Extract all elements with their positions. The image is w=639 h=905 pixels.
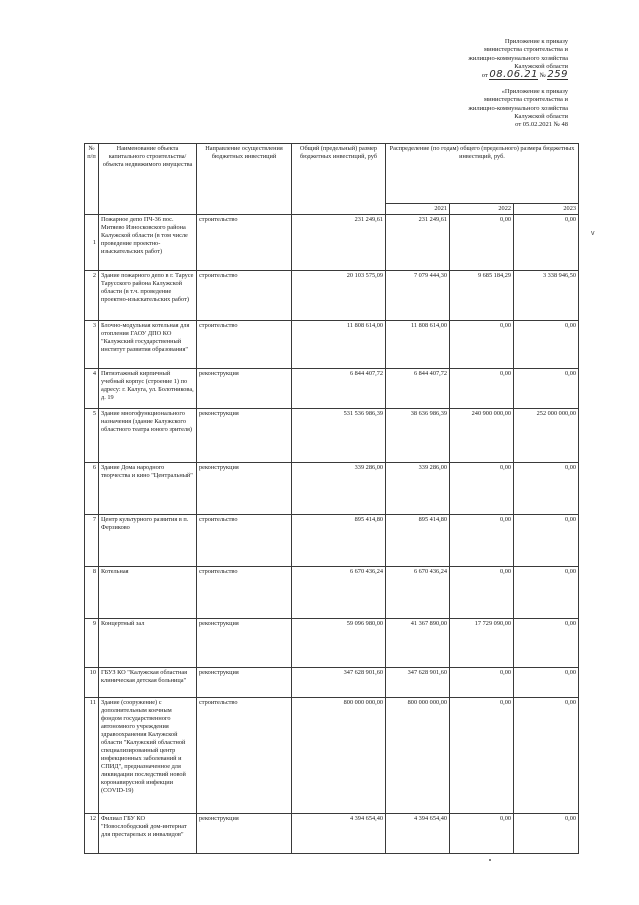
col-header-direction: Направление осуществления бюджетных инвестиций (197, 144, 292, 215)
object-name: Концертный зал (99, 619, 197, 668)
total-amount: 339 286,00 (292, 463, 386, 515)
object-name: Пятиэтажный кирпичный учебный корпус (строение 1) по адресу: г. Калуга, ул. Болотникова, д. 19 (99, 369, 197, 409)
year-header: 2023 (514, 204, 579, 215)
row-number: 12 (85, 814, 99, 854)
object-name: Котельная (99, 567, 197, 619)
header-line: жилищно-коммунального хозяйства (468, 54, 568, 62)
amount-2023: 0,00 (514, 463, 579, 515)
investment-direction: реконструкция (197, 668, 292, 698)
object-name: Центр культурного развития в п. Ферзиково (99, 515, 197, 567)
year-header: 2022 (450, 204, 514, 215)
handwritten-date: 08.06.21 (489, 69, 538, 81)
table-row (85, 369, 579, 409)
total-amount: 347 628 901,60 (292, 668, 386, 698)
row-number: 11 (85, 698, 99, 814)
investment-direction: строительство (197, 698, 292, 814)
amount-2023: 0,00 (514, 215, 579, 271)
investment-direction: строительство (197, 321, 292, 369)
amount-2021: 895 414,80 (386, 515, 450, 567)
amount-2022: 9 685 184,29 (450, 271, 514, 321)
table-row (85, 619, 579, 668)
order-date-number (388, 71, 568, 80)
header-line: от 05.02.2021 № 48 (515, 121, 568, 129)
amount-2022: 0,00 (450, 515, 514, 567)
table-row (85, 321, 579, 369)
object-name: ГБУЗ КО "Калужская областная клиническая детская больница" (99, 668, 197, 698)
col-header-total: Общий (предельный) размер бюджетных инвестиций, руб (292, 144, 386, 215)
table-row (85, 668, 579, 698)
total-amount: 6 844 407,72 (292, 369, 386, 409)
row-number: 1 (85, 215, 99, 271)
amount-2022: 0,00 (450, 668, 514, 698)
investment-direction: строительство (197, 271, 292, 321)
header-line: Калужской области (514, 112, 568, 120)
amount-2021: 6 670 436,24 (386, 567, 450, 619)
object-name: Пожарное депо ПЧ-36 пос. Митяево Износковского района Калужской области (в том числе проведение проектно-изыскательских работ) (99, 215, 197, 271)
amount-2022: 0,00 (450, 369, 514, 409)
investment-direction: строительство (197, 215, 292, 271)
amount-2023: 0,00 (514, 668, 579, 698)
amount-2023: 0,00 (514, 619, 579, 668)
amount-2021: 38 636 986,39 (386, 409, 450, 463)
year-header: 2021 (386, 204, 450, 215)
total-amount: 59 096 980,00 (292, 619, 386, 668)
row-number: 9 (85, 619, 99, 668)
amount-2023: 0,00 (514, 321, 579, 369)
table-row (85, 409, 579, 463)
investment-table (84, 143, 579, 854)
previous-order-header (388, 88, 568, 129)
amount-2023: 0,00 (514, 698, 579, 814)
header-line: Калужской области (514, 62, 568, 70)
row-number: 2 (85, 271, 99, 321)
amount-2022: 0,00 (450, 321, 514, 369)
total-amount: 531 536 986,39 (292, 409, 386, 463)
amount-2021: 339 286,00 (386, 463, 450, 515)
amount-2023: 0,00 (514, 814, 579, 854)
amount-2023: 0,00 (514, 515, 579, 567)
header-line: жилищно-коммунального хозяйства (468, 104, 568, 112)
total-amount: 4 394 654,40 (292, 814, 386, 854)
header-line: Приложение к приказу (504, 38, 568, 45)
header-line: «Приложение к приказу (501, 88, 568, 95)
row-number: 7 (85, 515, 99, 567)
table-body (85, 215, 579, 854)
amount-2022: 0,00 (450, 463, 514, 515)
amount-2023: 0,00 (514, 369, 579, 409)
object-name: Филиал ГБУ КО "Новослободский дом-интернат для престарелых и инвалидов" (99, 814, 197, 854)
amount-2021: 6 844 407,72 (386, 369, 450, 409)
amount-2022: 0,00 (450, 567, 514, 619)
amount-2022: 0,00 (450, 215, 514, 271)
total-amount: 20 103 575,09 (292, 271, 386, 321)
row-number: 6 (85, 463, 99, 515)
table-row (85, 515, 579, 567)
total-amount: 895 414,80 (292, 515, 386, 567)
table-row (85, 567, 579, 619)
amount-2022: 17 729 090,00 (450, 619, 514, 668)
amount-2022: 240 900 000,00 (450, 409, 514, 463)
row-number: 4 (85, 369, 99, 409)
object-name: Здание (сооружение) с дополнительным коечным фондом государственного автономного учреждения здравоохранения Калужской области "Калужский областной специализированный центр инфекционных заболеваний и СПИД", предназначенное для ликвидации последствий новой коронавирусной инфекции (COVID-19) (99, 698, 197, 814)
amount-2023: 252 000 000,00 (514, 409, 579, 463)
amount-2021: 4 394 654,40 (386, 814, 450, 854)
investment-direction: строительство (197, 515, 292, 567)
number-sign: № (539, 72, 546, 80)
amount-2022: 0,00 (450, 698, 514, 814)
row-number: 10 (85, 668, 99, 698)
object-name: Здание Дома народного творчества и кино "Центральный" (99, 463, 197, 515)
object-name: Блочно-модульная котельная для отопления ГАОУ ДПО КО "Калужский государственный институт развития образования" (99, 321, 197, 369)
object-name: Здание многофункционального назначения (здание Калужского областного театра юного зрителя) (99, 409, 197, 463)
amount-2021: 11 808 614,00 (386, 321, 450, 369)
investment-direction: реконструкция (197, 814, 292, 854)
table-row (85, 463, 579, 515)
from-label: от (481, 72, 488, 80)
margin-mark: v (591, 230, 595, 237)
total-amount: 11 808 614,00 (292, 321, 386, 369)
header-line: министерства строительства и (483, 96, 568, 104)
order-header (388, 38, 568, 80)
total-amount: 231 249,61 (292, 215, 386, 271)
amount-2021: 347 628 901,60 (386, 668, 450, 698)
col-header-no: № п/п (85, 144, 99, 215)
amount-2023: 0,00 (514, 567, 579, 619)
object-name: Здание пожарного депо в г. Тарусе Тарусского района Калужской области (в т.ч. проведение проектно-изыскательских работ) (99, 271, 197, 321)
amount-2023: 3 338 946,50 (514, 271, 579, 321)
amount-2021: 41 367 890,00 (386, 619, 450, 668)
amount-2022: 0,00 (450, 814, 514, 854)
amount-2021: 7 079 444,30 (386, 271, 450, 321)
table-row (85, 814, 579, 854)
handwritten-number: 259 (547, 69, 568, 81)
col-header-name: Наименование объекта капитального строительства/объекта недвижимого имущества (99, 144, 197, 215)
investment-direction: реконструкция (197, 619, 292, 668)
investment-direction: реконструкция (197, 463, 292, 515)
row-number: 8 (85, 567, 99, 619)
row-number: 3 (85, 321, 99, 369)
table-row (85, 271, 579, 321)
amount-2021: 800 000 000,00 (386, 698, 450, 814)
header-line: министерства строительства и (483, 46, 568, 54)
total-amount: 6 670 436,24 (292, 567, 386, 619)
total-amount: 800 000 000,00 (292, 698, 386, 814)
investment-direction: реконструкция (197, 409, 292, 463)
investment-direction: строительство (197, 567, 292, 619)
col-header-distribution: Распределение (по годам) общего (предельного) размера бюджетных инвестиций, руб. (386, 144, 579, 204)
scan-dot (489, 859, 491, 861)
row-number: 5 (85, 409, 99, 463)
amount-2021: 231 249,61 (386, 215, 450, 271)
investment-direction: реконструкция (197, 369, 292, 409)
table-row (85, 698, 579, 814)
table-row (85, 215, 579, 271)
